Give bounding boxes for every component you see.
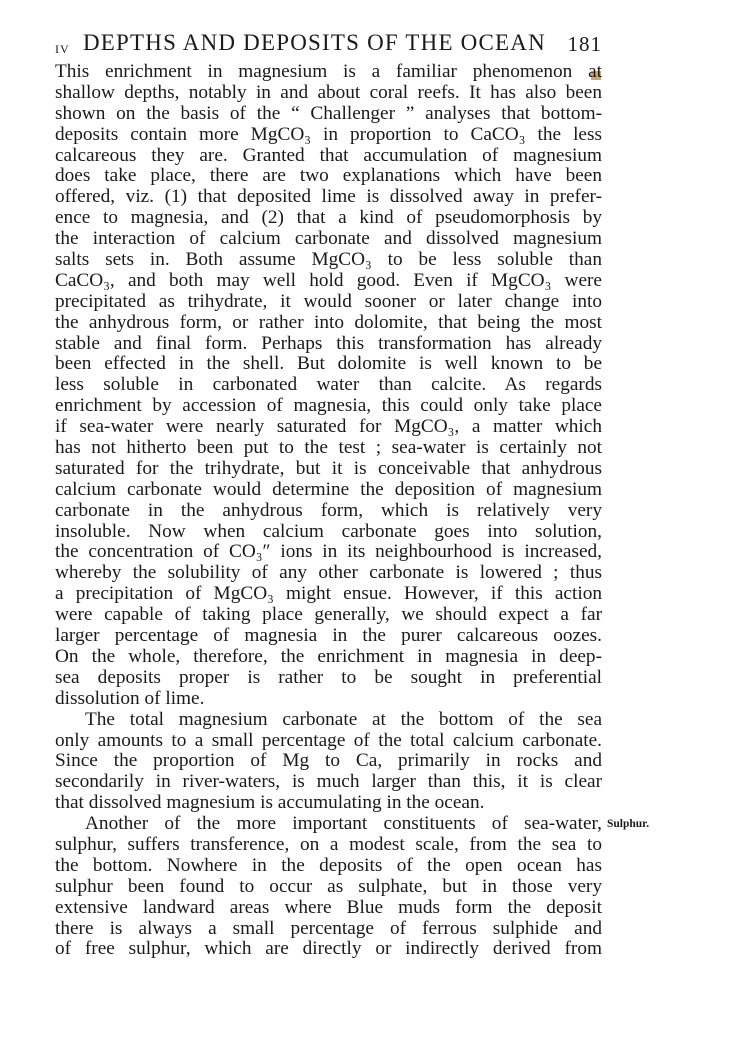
text-line: that dissolved magnesium is accumulating in the ocean. — [55, 792, 485, 814]
paragraph — [55, 62, 602, 710]
text-line: secondarily in river-waters, is much larger than this, it is clear — [55, 771, 602, 793]
text-line: carbonate in the anhydrous form, which is relatively very — [55, 499, 602, 521]
text-line: precipitated as trihydrate, it would sooner or later change into — [55, 290, 602, 312]
paragraph — [55, 814, 602, 960]
text-line: been effected in the shell. But dolomite is well known to be — [55, 353, 602, 375]
text-line: a precipitation of MgCO₃ might ensue. However, if this action — [55, 583, 602, 605]
text-line: dissolution of lime. — [55, 687, 205, 709]
text-line: The total magnesium carbonate at the bottom of the sea — [85, 708, 602, 730]
text-line: salts sets in. Both assume MgCO₃ to be less soluble than — [55, 249, 602, 271]
text-line: Another of the more important constituents of sea-water, — [85, 813, 602, 835]
text-line: calcareous they are. Granted that accumulation of magnesium — [55, 144, 602, 166]
text-line: has not hitherto been put to the test ; sea-water is certainly not — [55, 437, 602, 459]
text-line: the interaction of calcium carbonate and dissolved magnesium — [55, 228, 602, 250]
text-line: ence to magnesia, and (2) that a kind of pseudomorphosis by — [55, 207, 602, 229]
text-line: shallow depths, notably in and about coral reefs. It has also been — [55, 81, 602, 103]
text-line: On the whole, therefore, the enrichment in magnesia in deep- — [55, 645, 602, 667]
text-line: extensive landward areas where Blue muds form the deposit — [55, 896, 602, 918]
text-line: does take place, there are two explanations which have been — [55, 165, 602, 187]
text-line: stable and final form. Perhaps this transformation has already — [55, 332, 602, 354]
paragraph — [55, 710, 602, 814]
running-title: DEPTHS AND DEPOSITS OF THE OCEAN — [83, 30, 546, 55]
page-number: 181 — [567, 32, 602, 56]
text-line: the anhydrous form, or rather into dolomite, that being the most — [55, 311, 602, 333]
text-line: enrichment by accession of magnesia, this could only take place — [55, 395, 602, 417]
text-line: shown on the basis of the “ Challenger ” analyses that bottom- — [55, 102, 602, 124]
chapter-number: IV — [55, 42, 70, 56]
text-line: if sea-water were nearly saturated for MgCO₃, a matter which — [55, 416, 602, 438]
text-line: larger percentage of magnesia in the purer calcareous oozes. — [55, 625, 602, 647]
text-line: the concentration of CO₃″ ions in its neighbourhood is increased, — [55, 541, 602, 563]
text-line: offered, viz. (1) that deposited lime is dissolved away in prefer- — [55, 186, 602, 208]
text-line: deposits contain more MgCO₃ in proportion to CaCO₃ the less — [55, 123, 602, 145]
body-text — [55, 62, 602, 960]
text-line: sea deposits proper is rather to be sought in preferential — [55, 666, 602, 688]
text-line: Since the proportion of Mg to Ca, primarily in rocks and — [55, 750, 602, 772]
margin-note: Sulphur. — [607, 818, 650, 830]
text-line: calcium carbonate would determine the deposition of magnesium — [55, 478, 602, 500]
text-line: the bottom. Nowhere in the deposits of the open ocean has — [55, 854, 602, 876]
text-line: less soluble in carbonated water than calcite. As regards — [55, 374, 602, 396]
text-line: insoluble. Now when calcium carbonate goes into solution, — [55, 520, 602, 542]
text-line: only amounts to a small percentage of the total calcium carbonate. — [55, 729, 602, 751]
text-line: sulphur, suffers transference, on a modest scale, from the sea to — [55, 833, 602, 855]
text-line: saturated for the trihydrate, but it is conceivable that anhydrous — [55, 457, 602, 479]
text-line: sulphur been found to occur as sulphate, but in those very — [55, 875, 602, 897]
text-line: there is always a small percentage of ferrous sulphide and — [55, 917, 602, 939]
text-line: This enrichment in magnesium is a familiar phenomenon at — [55, 61, 602, 82]
text-line: of free sulphur, which are directly or indirectly derived from — [55, 938, 602, 960]
running-header — [55, 30, 602, 60]
text-line: were capable of taking place generally, we should expect a far — [55, 604, 602, 626]
text-line: CaCO₃, and both may well hold good. Even if MgCO₃ were — [55, 269, 602, 291]
text-line: whereby the solubility of any other carbonate is lowered ; thus — [55, 562, 602, 584]
